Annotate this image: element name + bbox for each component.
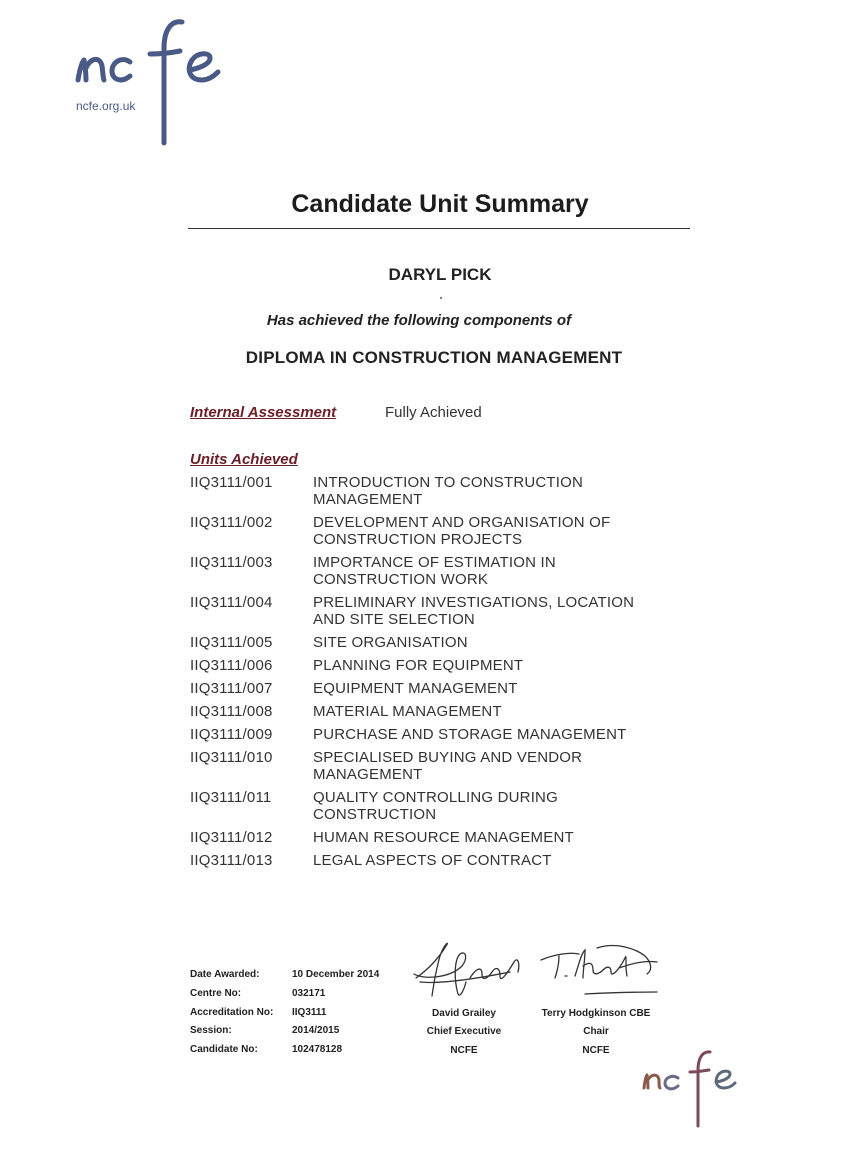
title-rule (188, 228, 690, 229)
candidate-name: DARYL PICK (388, 265, 492, 284)
unit-code: IIQ3111/008 (190, 703, 273, 720)
signatory-2-name: Terry Hodgkinson CBE (541, 1008, 651, 1019)
unit-code: IIQ3111/011 (190, 789, 272, 806)
unit-code: IIQ3111/010 (190, 749, 273, 766)
dot-mark (440, 297, 442, 299)
achieved-line: Has achieved the following components of (266, 312, 572, 329)
unit-code: IIQ3111/007 (190, 680, 273, 697)
unit-row (190, 829, 670, 846)
units-achieved-label: Units Achieved (190, 451, 298, 468)
meta-label: Centre No: (190, 988, 242, 999)
meta-label: Accreditation No: (190, 1007, 274, 1018)
unit-code: IIQ3111/013 (190, 852, 273, 869)
unit-code: IIQ3111/009 (190, 726, 273, 743)
unit-row (190, 680, 670, 697)
unit-title: LEGAL ASPECTS OF CONTRACT (313, 852, 552, 869)
internal-assessment-value: Fully Achieved (385, 404, 482, 421)
unit-row (190, 474, 670, 508)
ncfe-watermark-logo (638, 1048, 744, 1130)
meta-label: Candidate No: (190, 1044, 258, 1055)
unit-code: IIQ3111/004 (190, 594, 273, 611)
meta-value: IIQ3111 (292, 1007, 327, 1018)
unit-row (190, 554, 670, 588)
signatory-1-org: NCFE (450, 1045, 478, 1056)
unit-code: IIQ3111/006 (190, 657, 273, 674)
meta-label: Date Awarded: (190, 969, 260, 980)
meta-value: 102478128 (292, 1044, 343, 1055)
unit-row (190, 594, 670, 628)
unit-title: DEVELOPMENT AND ORGANISATION OF CONSTRUCTION PROJECTS (313, 514, 611, 548)
signatory-2-role: Chair (583, 1026, 609, 1037)
unit-code: IIQ3111/003 (190, 554, 273, 571)
signatory-1-role: Chief Executive (426, 1026, 502, 1037)
unit-row (190, 514, 670, 548)
unit-row (190, 657, 670, 674)
unit-title: SITE ORGANISATION (313, 634, 468, 651)
unit-row (190, 726, 670, 743)
unit-row (190, 749, 670, 783)
signatory-2-org: NCFE (582, 1045, 610, 1056)
qualification-title: DIPLOMA IN CONSTRUCTION MANAGEMENT (245, 348, 623, 367)
unit-title: PLANNING FOR EQUIPMENT (313, 657, 524, 674)
signature-david-grailey (410, 938, 530, 1002)
logo-url: ncfe.org.uk (76, 99, 136, 113)
unit-title: QUALITY CONTROLLING DURING CONSTRUCTION (313, 789, 558, 823)
unit-code: IIQ3111/002 (190, 514, 273, 531)
unit-title: IMPORTANCE OF ESTIMATION IN CONSTRUCTION WORK (313, 554, 556, 588)
unit-title: PRELIMINARY INVESTIGATIONS, LOCATION AND SITE SELECTION (313, 594, 635, 628)
unit-row (190, 703, 670, 720)
signature-terry-hodgkinson (535, 940, 665, 1000)
unit-code: IIQ3111/001 (190, 474, 273, 491)
internal-assessment-label: Internal Assessment (190, 404, 337, 421)
unit-code: IIQ3111/005 (190, 634, 273, 651)
unit-row (190, 634, 670, 651)
unit-title: HUMAN RESOURCE MANAGEMENT (313, 829, 574, 846)
unit-title: SPECIALISED BUYING AND VENDOR MANAGEMENT (313, 749, 583, 783)
meta-value: 10 December 2014 (292, 969, 380, 980)
unit-title: MATERIAL MANAGEMENT (313, 703, 502, 720)
unit-row (190, 789, 670, 823)
unit-title: INTRODUCTION TO CONSTRUCTION MANAGEMENT (313, 474, 584, 508)
signatory-1-name: David Grailey (432, 1008, 496, 1019)
document-title: Candidate Unit Summary (291, 190, 589, 218)
unit-code: IIQ3111/012 (190, 829, 273, 846)
unit-title: EQUIPMENT MANAGEMENT (313, 680, 518, 697)
unit-title: PURCHASE AND STORAGE MANAGEMENT (313, 726, 627, 743)
unit-row (190, 852, 670, 869)
units-list (190, 474, 670, 875)
meta-value: 032171 (292, 988, 326, 999)
meta-label: Session: (190, 1025, 232, 1036)
meta-value: 2014/2015 (292, 1025, 340, 1036)
ncfe-logo (72, 18, 237, 148)
